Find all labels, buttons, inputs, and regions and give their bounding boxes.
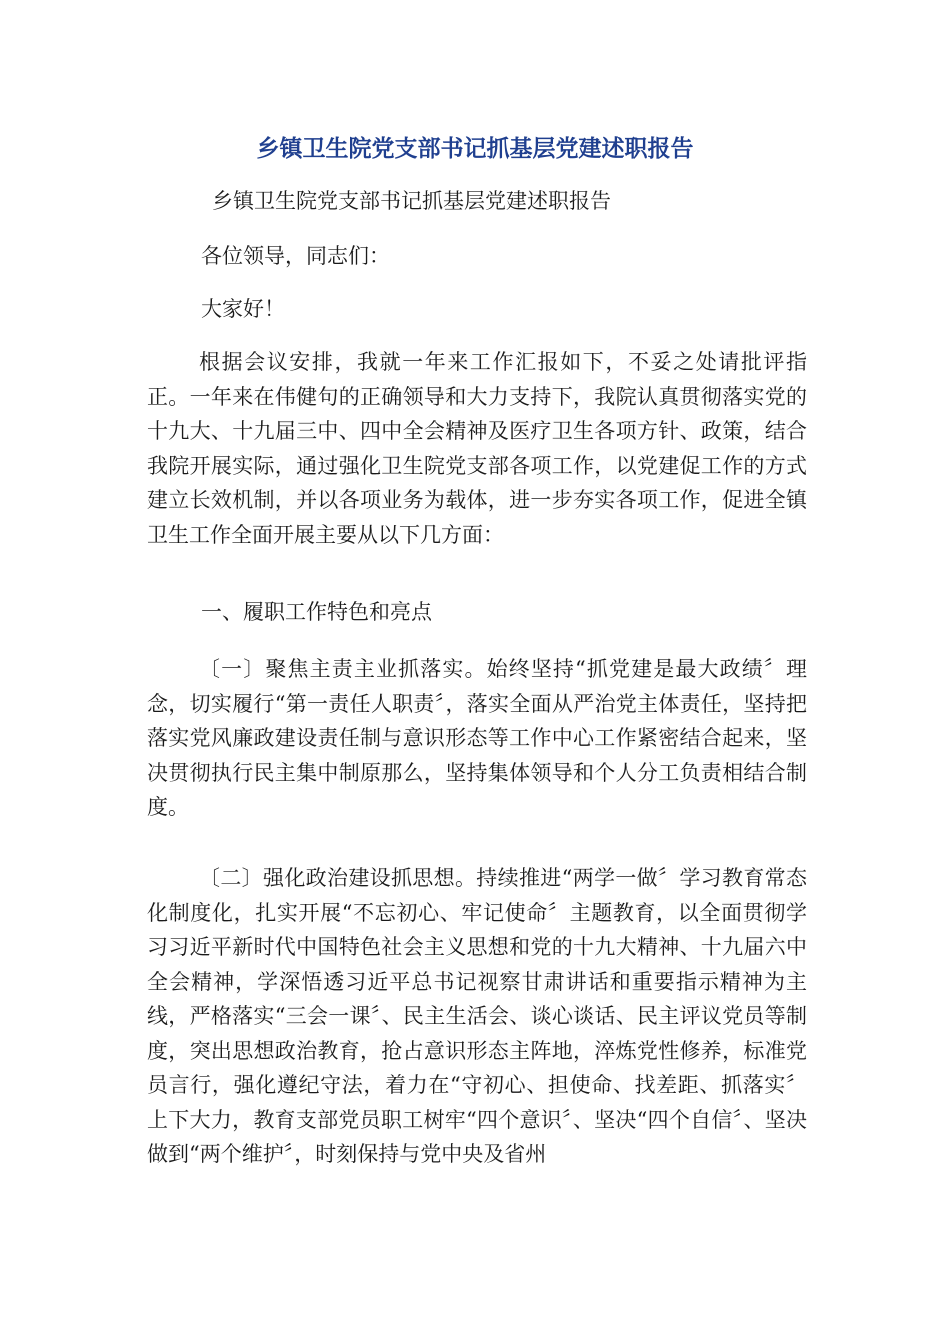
intro-paragraph: 根据会议安排，我就一年来工作汇报如下，不妥之处请批评指正。一年来在伟健句的正确领导和大力支持下，我院认真贯彻落实党的十九大、十九届三中、四中全会精神及医疗卫生各项方针、政策，结合我院开展实际，通过强化卫生院党支部各项工作，以党建促工作的方式建立长效机制，并以各项业务为载体，进一步夯实各项工作，促进全镇卫生工作全面开展主要从以下几方面：	[147, 350, 807, 547]
paragraph-political-construction: 〔二〕强化政治建设抓思想。持续推进“两学一做〞学习教育常态化制度化，扎实开展“不忘初心、牢记使命〞主题教育，以全面贯彻学习习近平新时代中国特色社会主义思想和党的十九大精神、十九届六中全会精神，学深悟透习近平总书记视察甘肃讲话和重要指示精神为主线，严格落实“三会一课〞、民主生活会、谈心谈话、民主评议党员等制度，突出思想政治教育，抢占意识形态主阵地，淬炼党性修养，标准党员言行，强化遵纪守法，着力在“守初心、担使命、找差距、抓落实〞上下大力，教育支部党员职工树牢“四个意识〞、坚决“四个自信〞、坚决做到“两个维护〞，时刻保持与党中央及省州	[147, 866, 807, 1166]
section-heading-1: 一、履职工作特色和亮点	[201, 600, 432, 624]
document-subtitle: 乡镇卫生院党支部书记抓基层党建述职报告	[212, 189, 611, 213]
document-title: 乡镇卫生院党支部书记抓基层党建述职报告	[256, 135, 694, 162]
paragraph-focus-responsibility: 〔一〕聚焦主责主业抓落实。始终坚持“抓党建是最大政绩〞理念，切实履行“第一责任人职责〞，落实全面从严治党主体责任，坚持把落实党风廉政建设责任制与意识形态等工作中心工作紧密结合起来，坚决贯彻执行民主集中制原那么，坚持集体领导和个人分工负责相结合制度。	[147, 657, 807, 819]
salutation: 各位领导，同志们：	[201, 244, 390, 268]
greeting: 大家好！	[201, 297, 285, 321]
